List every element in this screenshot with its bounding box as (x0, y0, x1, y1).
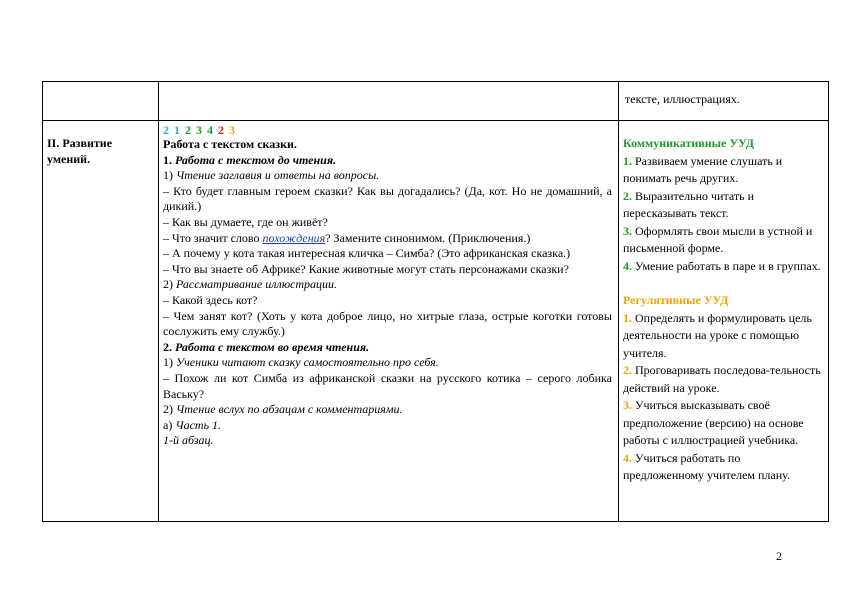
uud-item: 4. Умение работать в паре и в группах. (623, 258, 821, 273)
highlighted-word: похождения (262, 230, 326, 245)
task-numbers (163, 123, 612, 137)
table-row (43, 121, 829, 522)
stage-cell (43, 121, 159, 522)
question: – Похож ли кот Симба из африканской сказки на русского котика – серого лобика Ваську? (163, 370, 612, 401)
task-number: 2 (218, 123, 225, 137)
lesson-table (42, 81, 829, 522)
question: – А почему у кота такая интересная кличка – Симба? (Это африканская сказка.) (163, 246, 571, 261)
step-heading: 2. Работа с текстом во время чтения. (163, 339, 370, 354)
regulatory-title: Регулятивные УУД (623, 293, 729, 307)
table-cell (619, 82, 829, 121)
sub-step: 2) Рассматривание иллюстрации. (163, 277, 338, 292)
uud-cell (619, 121, 829, 522)
section-title: Работа с текстом сказки. (163, 137, 297, 151)
task-number: 1 (174, 123, 181, 137)
table-cell (159, 82, 619, 121)
task-number: 3 (196, 123, 203, 137)
lesson-content (159, 121, 618, 449)
uud-item: 1. Определять и формулировать цель деятельности на уроке с помощью учителя. (623, 310, 812, 360)
question: – Чем занят кот? (Хоть у кота доброе лицо, но хитрые глаза, острые коготки готовы сослужить ему службу.) (163, 308, 612, 339)
question: – Как вы думаете, где он живёт? (163, 214, 328, 229)
question: – Кто будет главным героем сказки? Как вы догадались? (Да, кот. Но не домашний, а дикий.) (163, 183, 612, 214)
uud-item: 3. Оформлять свои мысли в устной и письменной форме. (623, 223, 813, 255)
table-cell (43, 82, 159, 121)
question: – Что значит слово похождения? Замените синонимом. (Приключения.) (163, 230, 531, 245)
uud-list (619, 121, 828, 485)
sub-step: а) Часть 1. (163, 417, 222, 432)
sub-step: 2) Чтение вслух по абзацам с комментариями. (163, 402, 403, 417)
stage-label: II. Развитие умений. (47, 136, 113, 166)
task-number: 3 (229, 123, 236, 137)
step-heading: 1. Работа с текстом до чтения. (163, 152, 337, 167)
sub-step: 1) Ученики читают сказку самостоятельно про себя. (163, 355, 439, 370)
communicative-title: Коммуникативные УУД (623, 136, 755, 150)
page-number: 2 (776, 549, 782, 563)
uud-item: 1. Развиваем умение слушать и понимать речь других. (623, 153, 783, 185)
task-number: 2 (163, 123, 170, 137)
paragraph-label: 1-й абзац. (163, 433, 214, 448)
task-number: 4 (207, 123, 214, 137)
uud-item: 2. Проговаривать последова-тельность действий на уроке. (623, 363, 821, 395)
continued-text: тексте, иллюстрациях. (625, 92, 740, 106)
uud-item: 3. Учиться высказывать своё предположение (версию) на основе работы с иллюстрацией учебника. (623, 398, 804, 447)
sub-step: 1) Чтение заглавия и ответы на вопросы. (163, 168, 380, 183)
uud-item: 2. Выразительно читать и пересказывать текст. (623, 188, 755, 220)
content-cell (159, 121, 619, 522)
table-row (43, 82, 829, 121)
uud-item: 4. Учиться работать по предложенному учителем плану. (623, 450, 790, 482)
question: – Что вы знаете об Африке? Какие животные могут стать персонажами сказки? (163, 261, 569, 276)
task-number: 2 (185, 123, 192, 137)
question: – Какой здесь кот? (163, 292, 258, 307)
